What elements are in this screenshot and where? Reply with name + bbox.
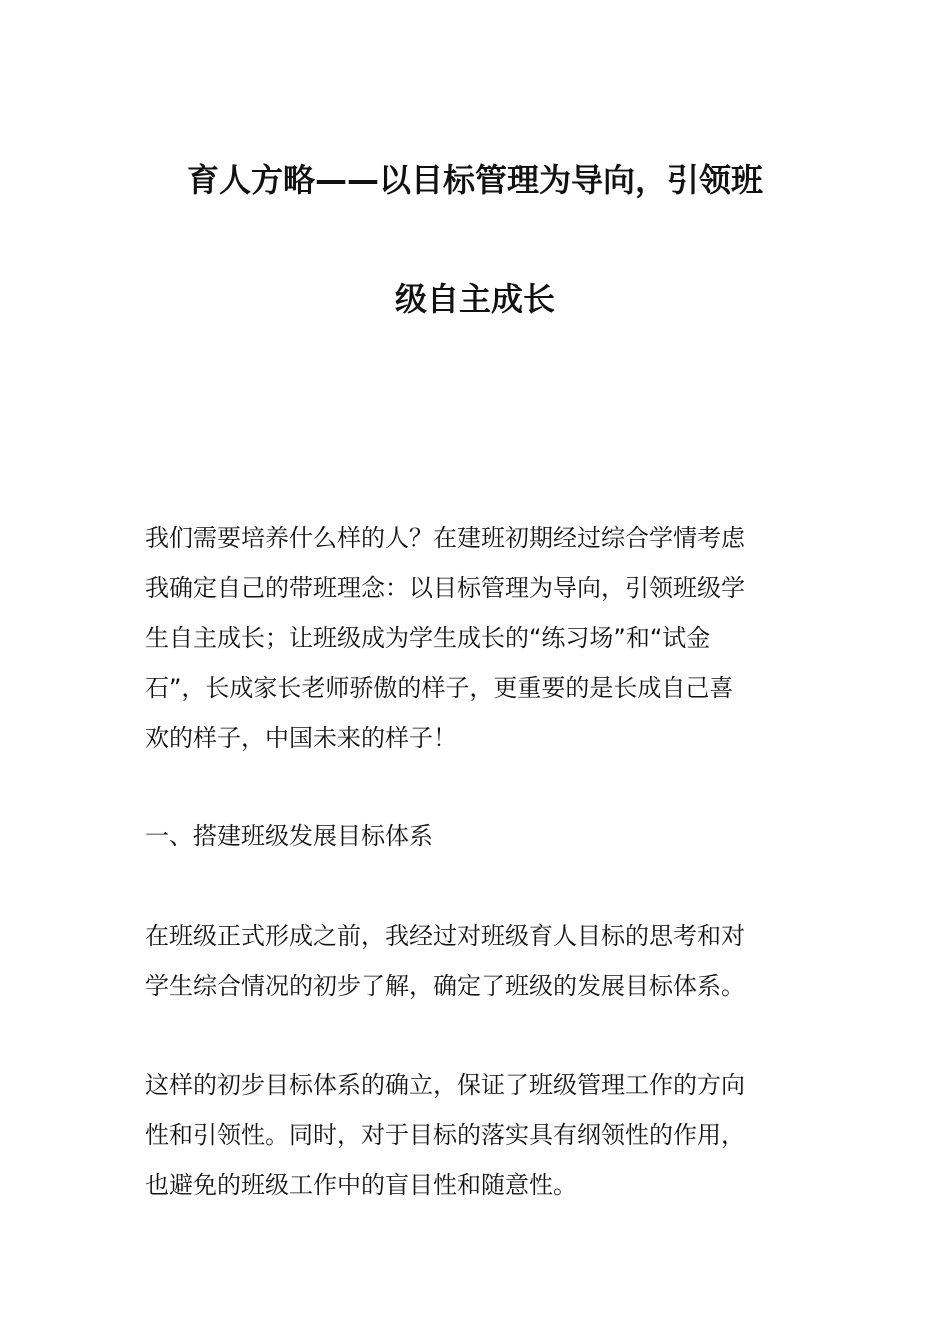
paragraph-line: 我们需要培养什么样的人？在建班初期经过综合学情考虑 bbox=[145, 524, 745, 552]
paragraph-line: 也避免的班级工作中的盲目性和随意性。 bbox=[145, 1171, 577, 1199]
paragraph-line: 我确定自己的带班理念：以目标管理为导向，引领班级学 bbox=[145, 574, 745, 602]
paragraph-line: 性和引领性。同时，对于目标的落实具有纲领性的作用， bbox=[145, 1121, 745, 1149]
paragraph-line: 这样的初步目标体系的确立，保证了班级管理工作的方向 bbox=[145, 1071, 745, 1099]
intro-paragraph bbox=[145, 513, 810, 763]
paragraph-line: 生自主成长；让班级成为学生成长的“练习场”和“试金 bbox=[145, 624, 711, 652]
body-paragraph bbox=[145, 1060, 810, 1210]
paragraph-line: 石”，长成家长老师骄傲的样子，更重要的是长成自己喜 bbox=[145, 674, 734, 702]
document-title-line-1: 育人方略——以目标管理为导向，引领班 bbox=[186, 161, 763, 199]
document-title-line-2: 级自主成长 bbox=[394, 280, 555, 318]
paragraph-line: 欢的样子，中国未来的样子！ bbox=[145, 724, 457, 752]
section-heading bbox=[145, 811, 810, 861]
paragraph-line: 学生综合情况的初步了解，确定了班级的发展目标体系。 bbox=[145, 972, 745, 1000]
body-paragraph bbox=[145, 911, 810, 1011]
paragraph-line: 在班级正式形成之前，我经过对班级育人目标的思考和对 bbox=[145, 922, 745, 950]
section-heading-text: 一、搭建班级发展目标体系 bbox=[145, 822, 433, 850]
